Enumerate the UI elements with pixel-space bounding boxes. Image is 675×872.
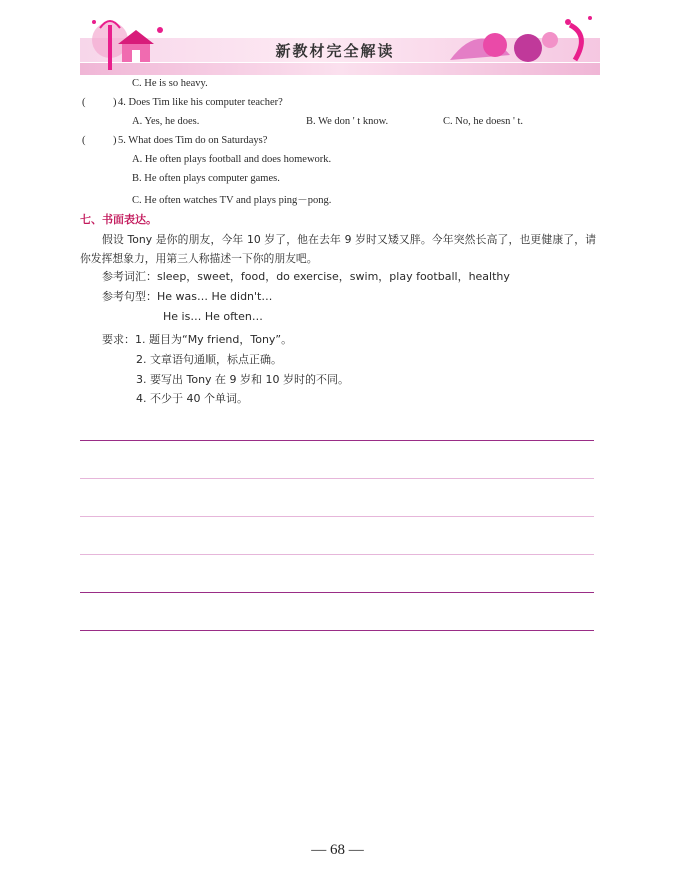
answer-line[interactable] [80,516,594,517]
requirement-3: 3. 要写出 Tony 在 9 岁和 10 岁时的不同。 [136,373,350,386]
reference-pattern-1: 参考句型：He was… He didn't… [102,290,273,303]
reference-pattern-2: He is… He often… [163,310,263,323]
requirement-1: 要求：1. 题目为“My friend，Tony”。 [102,333,293,346]
requirement-2: 2. 文章语句通顺，标点正确。 [136,353,282,366]
section-title-writing: 七、书面表达。 [80,213,157,226]
page-header [0,0,675,80]
tree-house-illustration-icon [80,10,180,70]
q3-option-c: C. He is so heavy. [132,78,208,89]
answer-line[interactable] [80,554,594,555]
q5-answer-paren-close: ) [113,135,117,146]
q4-option-c: C. No, he doesn ' t. [443,116,524,127]
q5-option-b: B. He often plays computer games. [132,173,280,184]
book-title: 新教材完全解读 [275,42,395,60]
q5-stem: 5. What does Tim do on Saturdays? [118,135,268,146]
flower-illustration-icon [440,10,600,70]
q4-option-a: A. Yes, he does. [132,116,200,127]
q5-option-c: C. He often watches TV and plays ping－pong. [132,195,332,206]
answer-line[interactable] [80,440,594,441]
answer-line[interactable] [80,630,594,631]
q4-option-b: B. We don ' t know. [306,116,389,127]
answer-line[interactable] [80,478,594,479]
q5-answer-paren-open: ( [82,135,86,146]
q4-stem: 4. Does Tim like his computer teacher? [118,97,283,108]
writing-prompt: 假设 Tony 是你的朋友，今年 10 岁了，他在去年 9 岁时又矮又胖。今年突然长高了，也更健康了，请你发挥想象力，用第三人称描述一下你的朋友吧。 [80,233,596,265]
requirement-4: 4. 不少于 40 个单词。 [136,392,248,405]
q5-option-a: A. He often plays football and does homework. [132,154,332,165]
answer-line[interactable] [80,592,594,593]
page-number: — 68 — [311,842,364,858]
reference-vocabulary: 参考词汇：sleep，sweet，food，do exercise，swim，play football，healthy [102,270,510,283]
q4-answer-paren-close: ) [113,97,117,108]
q4-answer-paren-open: ( [82,97,86,108]
